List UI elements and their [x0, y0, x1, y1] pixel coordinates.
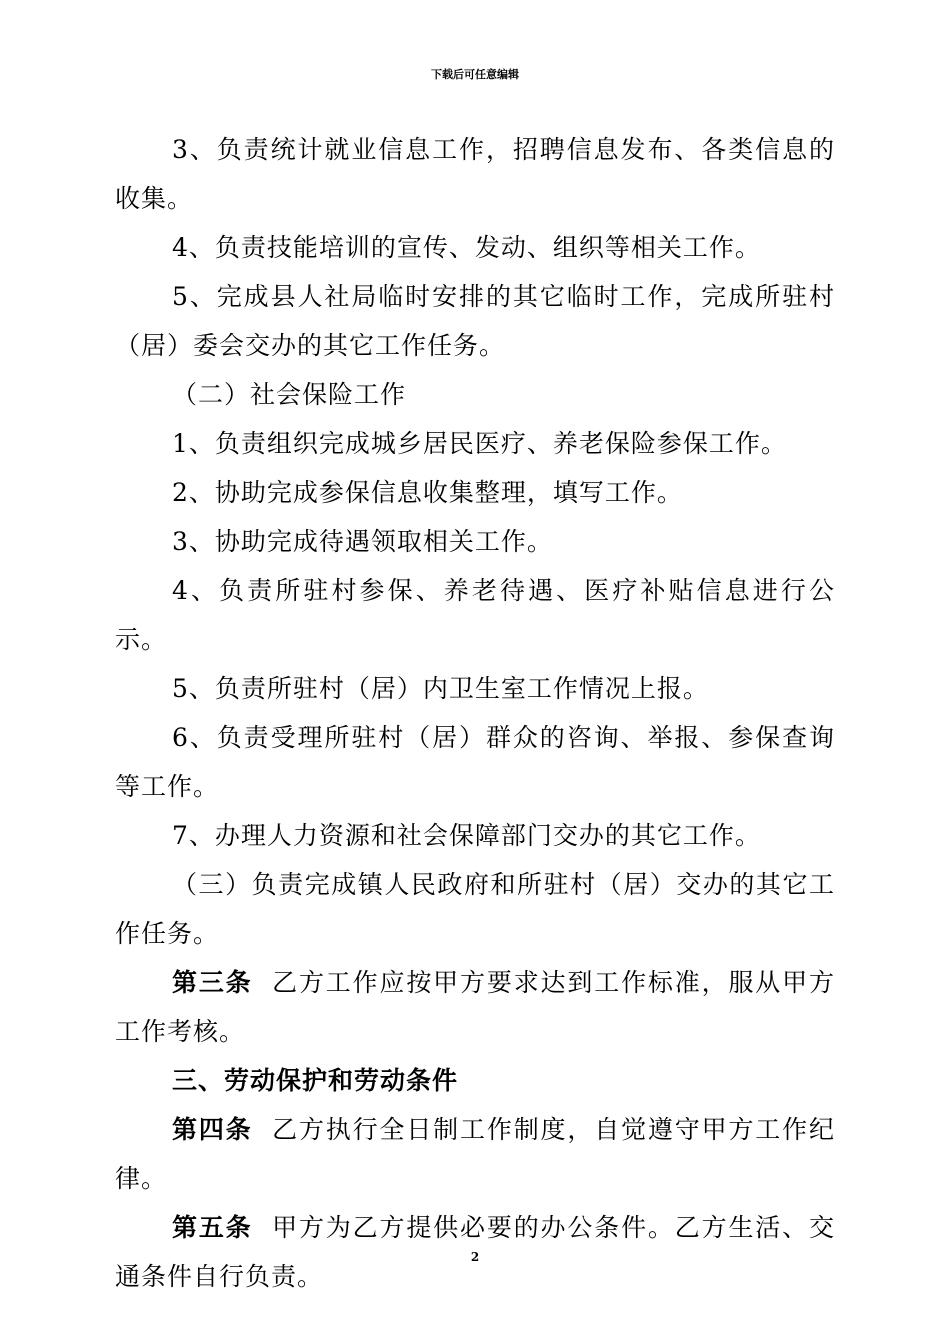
- article-4-text: 乙方执行全日制工作制度，自觉遵守甲方工作纪律。: [115, 1115, 835, 1193]
- article-5-label: 第五条: [172, 1213, 253, 1242]
- subsection-heading: （二）社会保险工作: [172, 380, 407, 409]
- paragraph: 5、完成县人社局临时安排的其它临时工作，完成所驻村（居）委会交办的其它工作任务。: [115, 282, 835, 360]
- article-4: [115, 1105, 835, 1203]
- paragraph: 3、协助完成待遇领取相关工作。: [172, 527, 553, 556]
- paragraph: 6、负责受理所驻村（居）群众的咨询、举报、参保查询等工作。: [115, 723, 835, 801]
- article-3-label: 第三条: [172, 968, 253, 997]
- section-3-heading: 三、劳动保护和劳动条件: [172, 1066, 459, 1095]
- page-header: 下载后可任意编辑: [431, 68, 519, 81]
- article-5-text: 甲方为乙方提供必要的办公条件。乙方生活、交通条件自行负责。: [115, 1213, 835, 1291]
- paragraph: 1、负责组织完成城乡居民医疗、养老保险参保工作。: [172, 429, 787, 458]
- article-4-label: 第四条: [172, 1115, 253, 1144]
- paragraph: 4、负责所驻村参保、养老待遇、医疗补贴信息进行公示。: [115, 576, 835, 654]
- paragraph: 2、协助完成参保信息收集整理，填写工作。: [172, 478, 683, 507]
- paragraph: （三）负责完成镇人民政府和所驻村（居）交办的其它工作任务。: [115, 870, 835, 948]
- document-body: [115, 125, 835, 1301]
- paragraph: 3、负责统计就业信息工作，招聘信息发布、各类信息的收集。: [115, 135, 835, 213]
- page-number: 2: [470, 1250, 480, 1264]
- paragraph: 5、负责所驻村（居）内卫生室工作情况上报。: [172, 674, 709, 703]
- article-3: [115, 958, 835, 1056]
- paragraph: 4、负责技能培训的宣传、发动、组织等相关工作。: [172, 233, 761, 262]
- article-3-text: 乙方工作应按甲方要求达到工作标准，服从甲方工作考核。: [115, 968, 835, 1046]
- paragraph: 7、办理人力资源和社会保障部门交办的其它工作。: [172, 821, 761, 850]
